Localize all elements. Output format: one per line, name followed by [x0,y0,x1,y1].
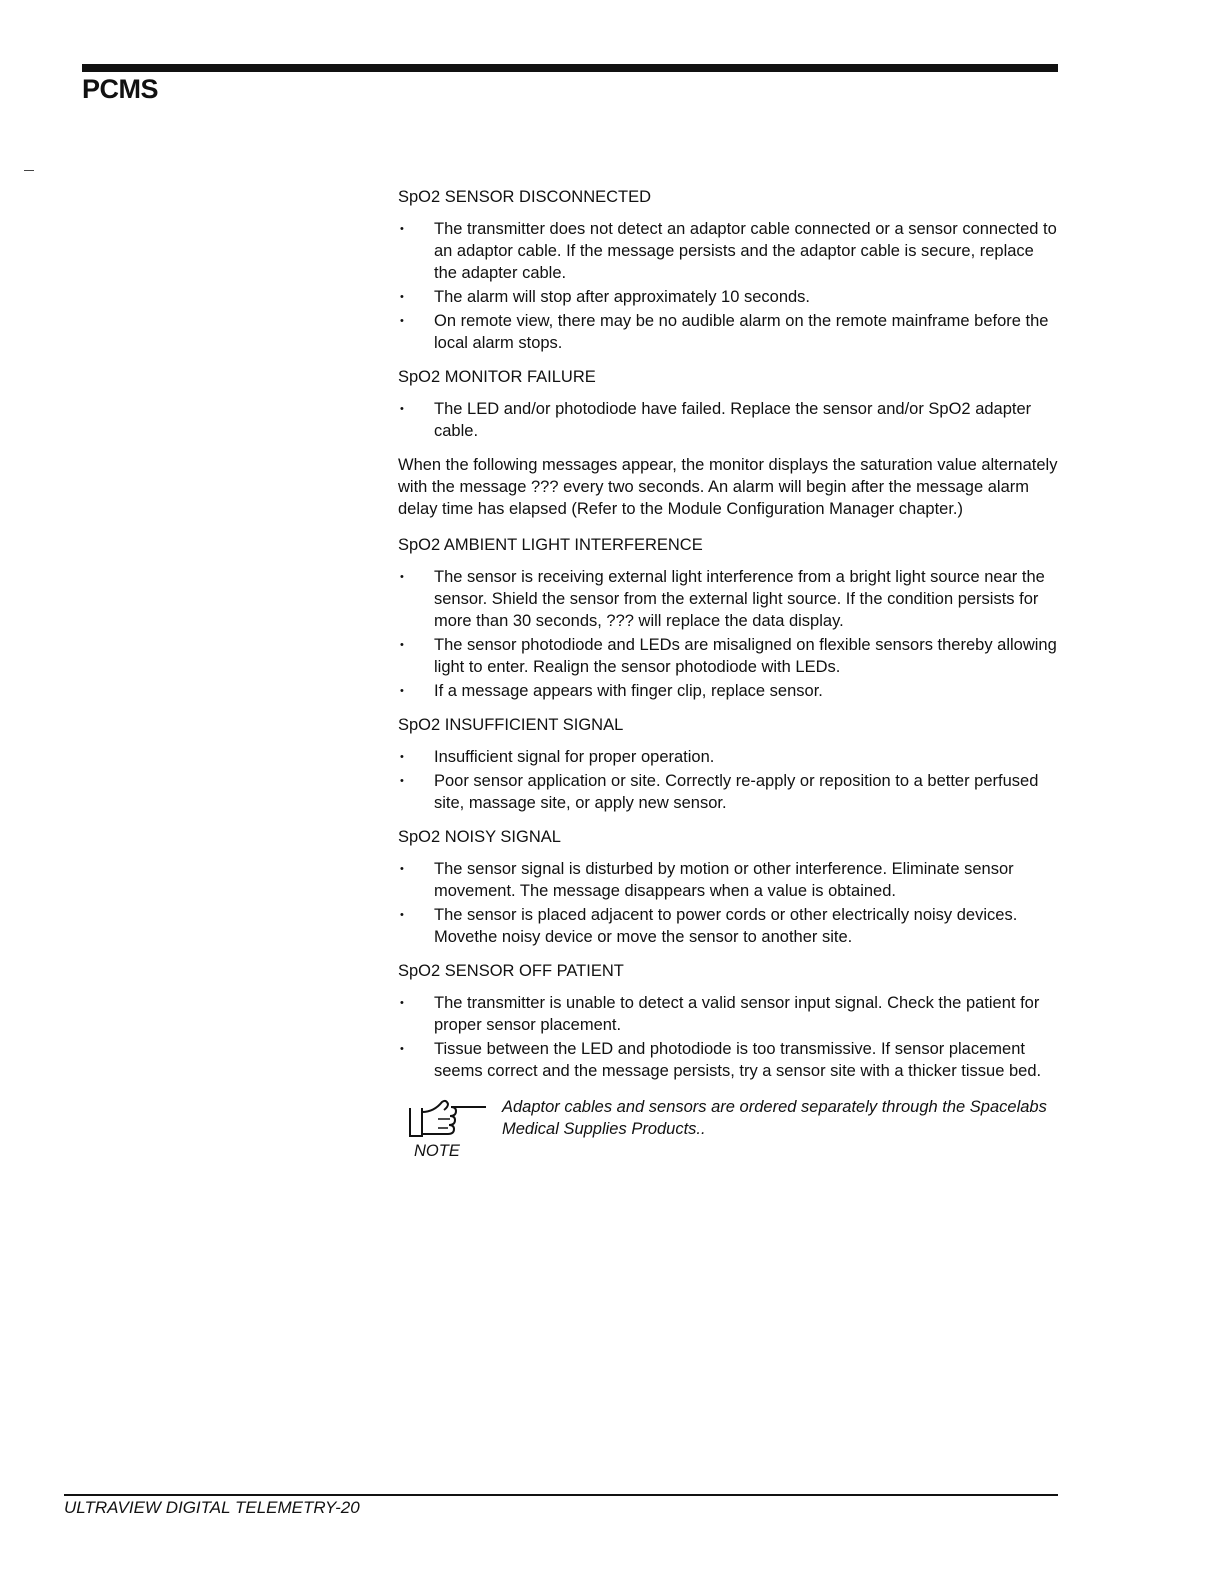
section [398,366,1058,442]
section-heading: SpO2 MONITOR FAILURE [398,368,596,386]
section [398,534,1058,702]
bullet-item: • The alarm will stop after approximately 10 seconds. [398,286,1058,308]
bullet-list [398,566,1058,702]
bullet-item: • The LED and/or photodiode have failed. Replace the sensor and/or SpO2 adapter cable. [398,398,1058,442]
sections-group-b [398,534,1058,1082]
bullet-list [398,858,1058,948]
bullet-item: • If a message appears with finger clip, replace sensor. [398,680,1058,702]
bullet-item: • Poor sensor application or site. Correctly re-apply or reposition to a better perfused site, massage site, or apply new sensor. [398,770,1058,814]
margin-mark [24,170,34,171]
intro-paragraph: When the following messages appear, the monitor displays the saturation value alternately with the message ??? every two seconds. An alarm will begin after the message alarm delay time has elapsed (Refer to the Module Configuration Manager chapter.) [398,456,1058,518]
bullet-list [398,218,1058,354]
section-heading: SpO2 SENSOR OFF PATIENT [398,962,624,980]
bullet-item: • The sensor is placed adjacent to power cords or other electrically noisy devices. Movethe noisy device or move the sensor to another site. [398,904,1058,948]
section [398,960,1058,1082]
bullet-item: • The transmitter does not detect an adaptor cable connected or a sensor connected to an adaptor cable. If the message persists and the adaptor cable is secure, replace the adapter cable. [398,218,1058,284]
footer-rule [64,1494,1058,1496]
section-heading: SpO2 INSUFFICIENT SIGNAL [398,716,624,734]
footer-text: ULTRAVIEW DIGITAL TELEMETRY-20 [64,1498,360,1517]
bullet-list [398,992,1058,1082]
section-heading: SpO2 AMBIENT LIGHT INTERFERENCE [398,536,703,554]
sections-group-a [398,186,1058,442]
section [398,826,1058,948]
bullet-item: • The sensor signal is disturbed by motion or other interference. Eliminate sensor movement. The message disappears when a value is obtained. [398,858,1058,902]
page-header-title: PCMS [82,74,159,104]
bullet-item: • The sensor photodiode and LEDs are misaligned on flexible sensors thereby allowing light to enter. Realign the sensor photodiode with LEDs. [398,634,1058,678]
bullet-item: • The transmitter is unable to detect a valid sensor input signal. Check the patient for proper sensor placement. [398,992,1058,1036]
note-block [398,1096,1058,1162]
note-label: NOTE [414,1142,460,1160]
bullet-item: • Tissue between the LED and photodiode is too transmissive. If sensor placement seems correct and the message persists, try a sensor site with a thicker tissue bed. [398,1038,1058,1082]
header-rule [82,64,1058,72]
section-heading: SpO2 NOISY SIGNAL [398,828,561,846]
bullet-item: • On remote view, there may be no audible alarm on the remote mainframe before the local alarm stops. [398,310,1058,354]
bullet-item: • Insufficient signal for proper operation. [398,746,1058,768]
section-heading: SpO2 SENSOR DISCONNECTED [398,188,652,206]
bullet-list [398,746,1058,814]
note-text: Adaptor cables and sensors are ordered separately through the Spacelabs Medical Supplies Products.. [502,1098,1047,1138]
main-content [398,186,1058,1162]
pointing-hand-icon [408,1098,490,1138]
bullet-item: • The sensor is receiving external light interference from a bright light source near the sensor. Shield the sensor from the external light source. If the condition persists for more than 30 seconds, ??? will replace the data display. [398,566,1058,632]
section [398,186,1058,354]
bullet-list [398,398,1058,442]
section [398,714,1058,814]
